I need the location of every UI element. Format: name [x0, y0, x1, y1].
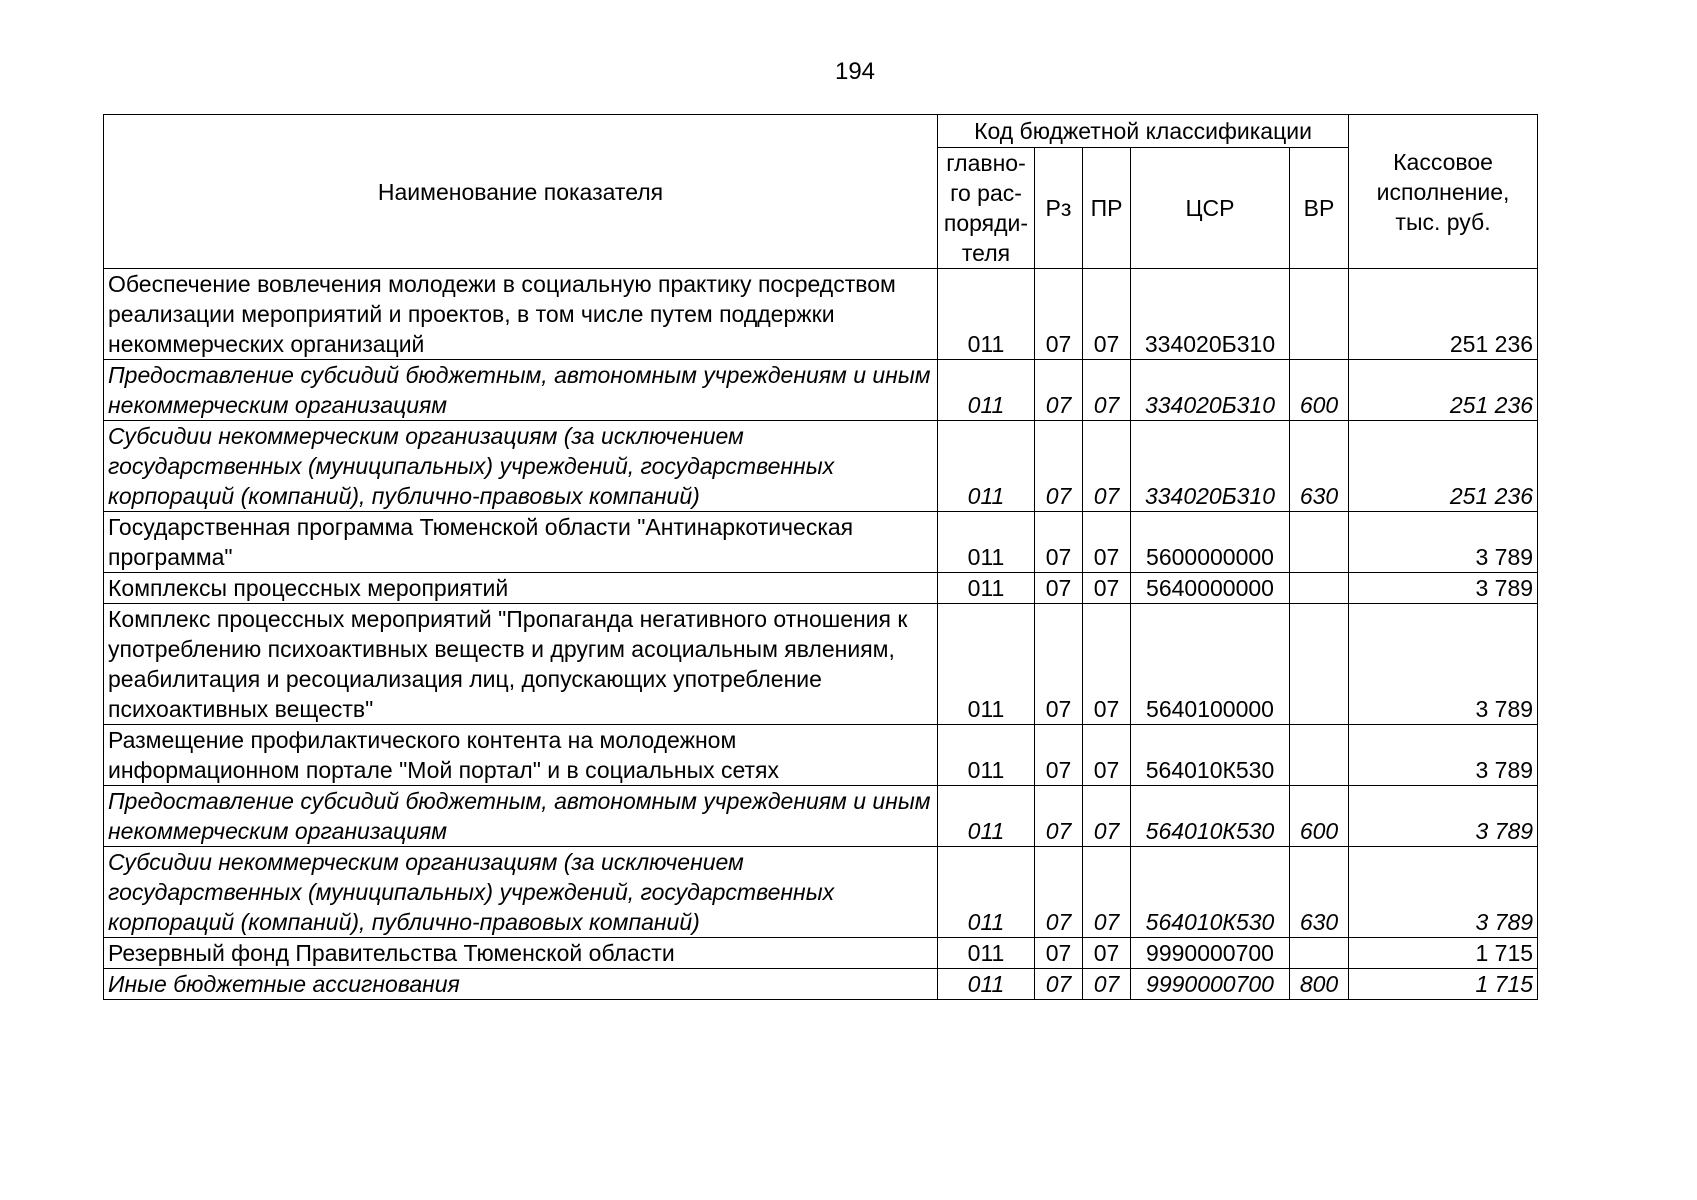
row-rz-code: 07	[1035, 847, 1083, 938]
row-vr-code: 600	[1290, 786, 1349, 847]
row-rz-code: 07	[1035, 938, 1083, 969]
header-main-manager-line: теля	[961, 240, 1011, 266]
table-header	[104, 115, 1538, 269]
row-vr-code: 600	[1290, 360, 1349, 421]
row-csr-code: 334020Б310	[1131, 360, 1290, 421]
table-row	[104, 938, 1538, 969]
row-rz-code: 07	[1035, 360, 1083, 421]
row-rz-code: 07	[1035, 573, 1083, 604]
row-main-manager-code: 011	[938, 725, 1035, 786]
row-main-manager-code: 011	[938, 847, 1035, 938]
row-amount: 3 789	[1349, 604, 1538, 725]
header-pr: ПР	[1083, 148, 1131, 269]
header-amount-line: тыс. руб.	[1395, 208, 1491, 235]
row-name: Резервный фонд Правительства Тюменской области	[104, 938, 938, 969]
table-row	[104, 360, 1538, 421]
header-main-manager	[938, 148, 1035, 269]
row-name: Предоставление субсидий бюджетным, автономным учреждениям и иным некоммерческим организациям	[104, 360, 938, 421]
header-name: Наименование показателя	[104, 115, 938, 269]
table-row	[104, 786, 1538, 847]
row-main-manager-code: 011	[938, 969, 1035, 1000]
table-row	[104, 512, 1538, 573]
row-main-manager-code: 011	[938, 360, 1035, 421]
row-name: Субсидии некоммерческим организациям (за исключением государственных (муниципальных) учреждений, государственных корпораций (компаний), публично-правовых компаний)	[104, 421, 938, 512]
row-csr-code: 9990000700	[1131, 938, 1290, 969]
header-budget-code-group: Код бюджетной классификации	[938, 115, 1349, 148]
row-amount: 3 789	[1349, 847, 1538, 938]
table-row	[104, 969, 1538, 1000]
row-rz-code: 07	[1035, 421, 1083, 512]
row-vr-code: 630	[1290, 421, 1349, 512]
header-vr: ВР	[1290, 148, 1349, 269]
row-amount: 251 236	[1349, 269, 1538, 360]
row-csr-code: 564010К530	[1131, 725, 1290, 786]
row-amount: 3 789	[1349, 786, 1538, 847]
row-amount: 251 236	[1349, 421, 1538, 512]
row-name: Государственная программа Тюменской области "Антинаркотическая программа"	[104, 512, 938, 573]
table-row	[104, 421, 1538, 512]
row-pr-code: 07	[1083, 725, 1131, 786]
row-csr-code: 5640100000	[1131, 604, 1290, 725]
row-vr-code	[1290, 938, 1349, 969]
row-main-manager-code: 011	[938, 269, 1035, 360]
header-amount-line: исполнение,	[1376, 178, 1510, 205]
header-main-manager-line: главно-	[946, 150, 1026, 176]
row-name: Иные бюджетные ассигнования	[104, 969, 938, 1000]
row-rz-code: 07	[1035, 786, 1083, 847]
budget-table	[103, 114, 1538, 1000]
row-main-manager-code: 011	[938, 786, 1035, 847]
header-main-manager-line: поряди-	[943, 210, 1029, 236]
row-pr-code: 07	[1083, 847, 1131, 938]
row-vr-code	[1290, 269, 1349, 360]
header-amount	[1349, 115, 1538, 269]
row-rz-code: 07	[1035, 725, 1083, 786]
row-pr-code: 07	[1083, 969, 1131, 1000]
row-amount: 3 789	[1349, 725, 1538, 786]
header-main-manager-line: го рас-	[950, 180, 1022, 206]
table-row	[104, 604, 1538, 725]
row-pr-code: 07	[1083, 938, 1131, 969]
row-pr-code: 07	[1083, 573, 1131, 604]
row-amount: 1 715	[1349, 938, 1538, 969]
header-csr: ЦСР	[1131, 148, 1290, 269]
row-rz-code: 07	[1035, 604, 1083, 725]
row-name: Размещение профилактического контента на молодежном информационном портале "Мой портал" и в социальных сетях	[104, 725, 938, 786]
table-row	[104, 725, 1538, 786]
row-pr-code: 07	[1083, 269, 1131, 360]
row-amount: 3 789	[1349, 573, 1538, 604]
table-body	[104, 269, 1538, 1000]
row-name: Субсидии некоммерческим организациям (за исключением государственных (муниципальных) учреждений, государственных корпораций (компаний), публично-правовых компаний)	[104, 847, 938, 938]
row-csr-code: 5640000000	[1131, 573, 1290, 604]
row-rz-code: 07	[1035, 269, 1083, 360]
row-main-manager-code: 011	[938, 573, 1035, 604]
row-name: Предоставление субсидий бюджетным, автономным учреждениям и иным некоммерческим организациям	[104, 786, 938, 847]
row-pr-code: 07	[1083, 421, 1131, 512]
row-csr-code: 334020Б310	[1131, 421, 1290, 512]
row-csr-code: 564010К530	[1131, 847, 1290, 938]
row-csr-code: 5600000000	[1131, 512, 1290, 573]
row-csr-code: 9990000700	[1131, 969, 1290, 1000]
row-vr-code	[1290, 604, 1349, 725]
header-amount-line: Кассовое	[1393, 148, 1493, 175]
row-rz-code: 07	[1035, 512, 1083, 573]
row-csr-code: 564010К530	[1131, 786, 1290, 847]
row-pr-code: 07	[1083, 512, 1131, 573]
header-rz: Рз	[1035, 148, 1083, 269]
row-amount: 251 236	[1349, 360, 1538, 421]
table-row	[104, 269, 1538, 360]
row-pr-code: 07	[1083, 786, 1131, 847]
row-name: Комплексы процессных мероприятий	[104, 573, 938, 604]
row-pr-code: 07	[1083, 360, 1131, 421]
row-vr-code	[1290, 512, 1349, 573]
row-name: Обеспечение вовлечения молодежи в социальную практику посредством реализации мероприятий и проектов, в том числе путем поддержки некоммерческих организаций	[104, 269, 938, 360]
table-row	[104, 847, 1538, 938]
table-row	[104, 573, 1538, 604]
row-main-manager-code: 011	[938, 512, 1035, 573]
row-vr-code	[1290, 573, 1349, 604]
row-name: Комплекс процессных мероприятий "Пропаганда негативного отношения к употреблению психоактивных веществ и другим асоциальным явлениям, реабилитация и ресоциализация лиц, допускающих употребление психоактивных веществ"	[104, 604, 938, 725]
row-vr-code: 800	[1290, 969, 1349, 1000]
row-amount: 3 789	[1349, 512, 1538, 573]
row-main-manager-code: 011	[938, 604, 1035, 725]
row-vr-code	[1290, 725, 1349, 786]
page-number: 194	[834, 58, 876, 85]
row-vr-code: 630	[1290, 847, 1349, 938]
row-pr-code: 07	[1083, 604, 1131, 725]
row-csr-code: 334020Б310	[1131, 269, 1290, 360]
row-main-manager-code: 011	[938, 938, 1035, 969]
row-rz-code: 07	[1035, 969, 1083, 1000]
row-amount: 1 715	[1349, 969, 1538, 1000]
row-main-manager-code: 011	[938, 421, 1035, 512]
